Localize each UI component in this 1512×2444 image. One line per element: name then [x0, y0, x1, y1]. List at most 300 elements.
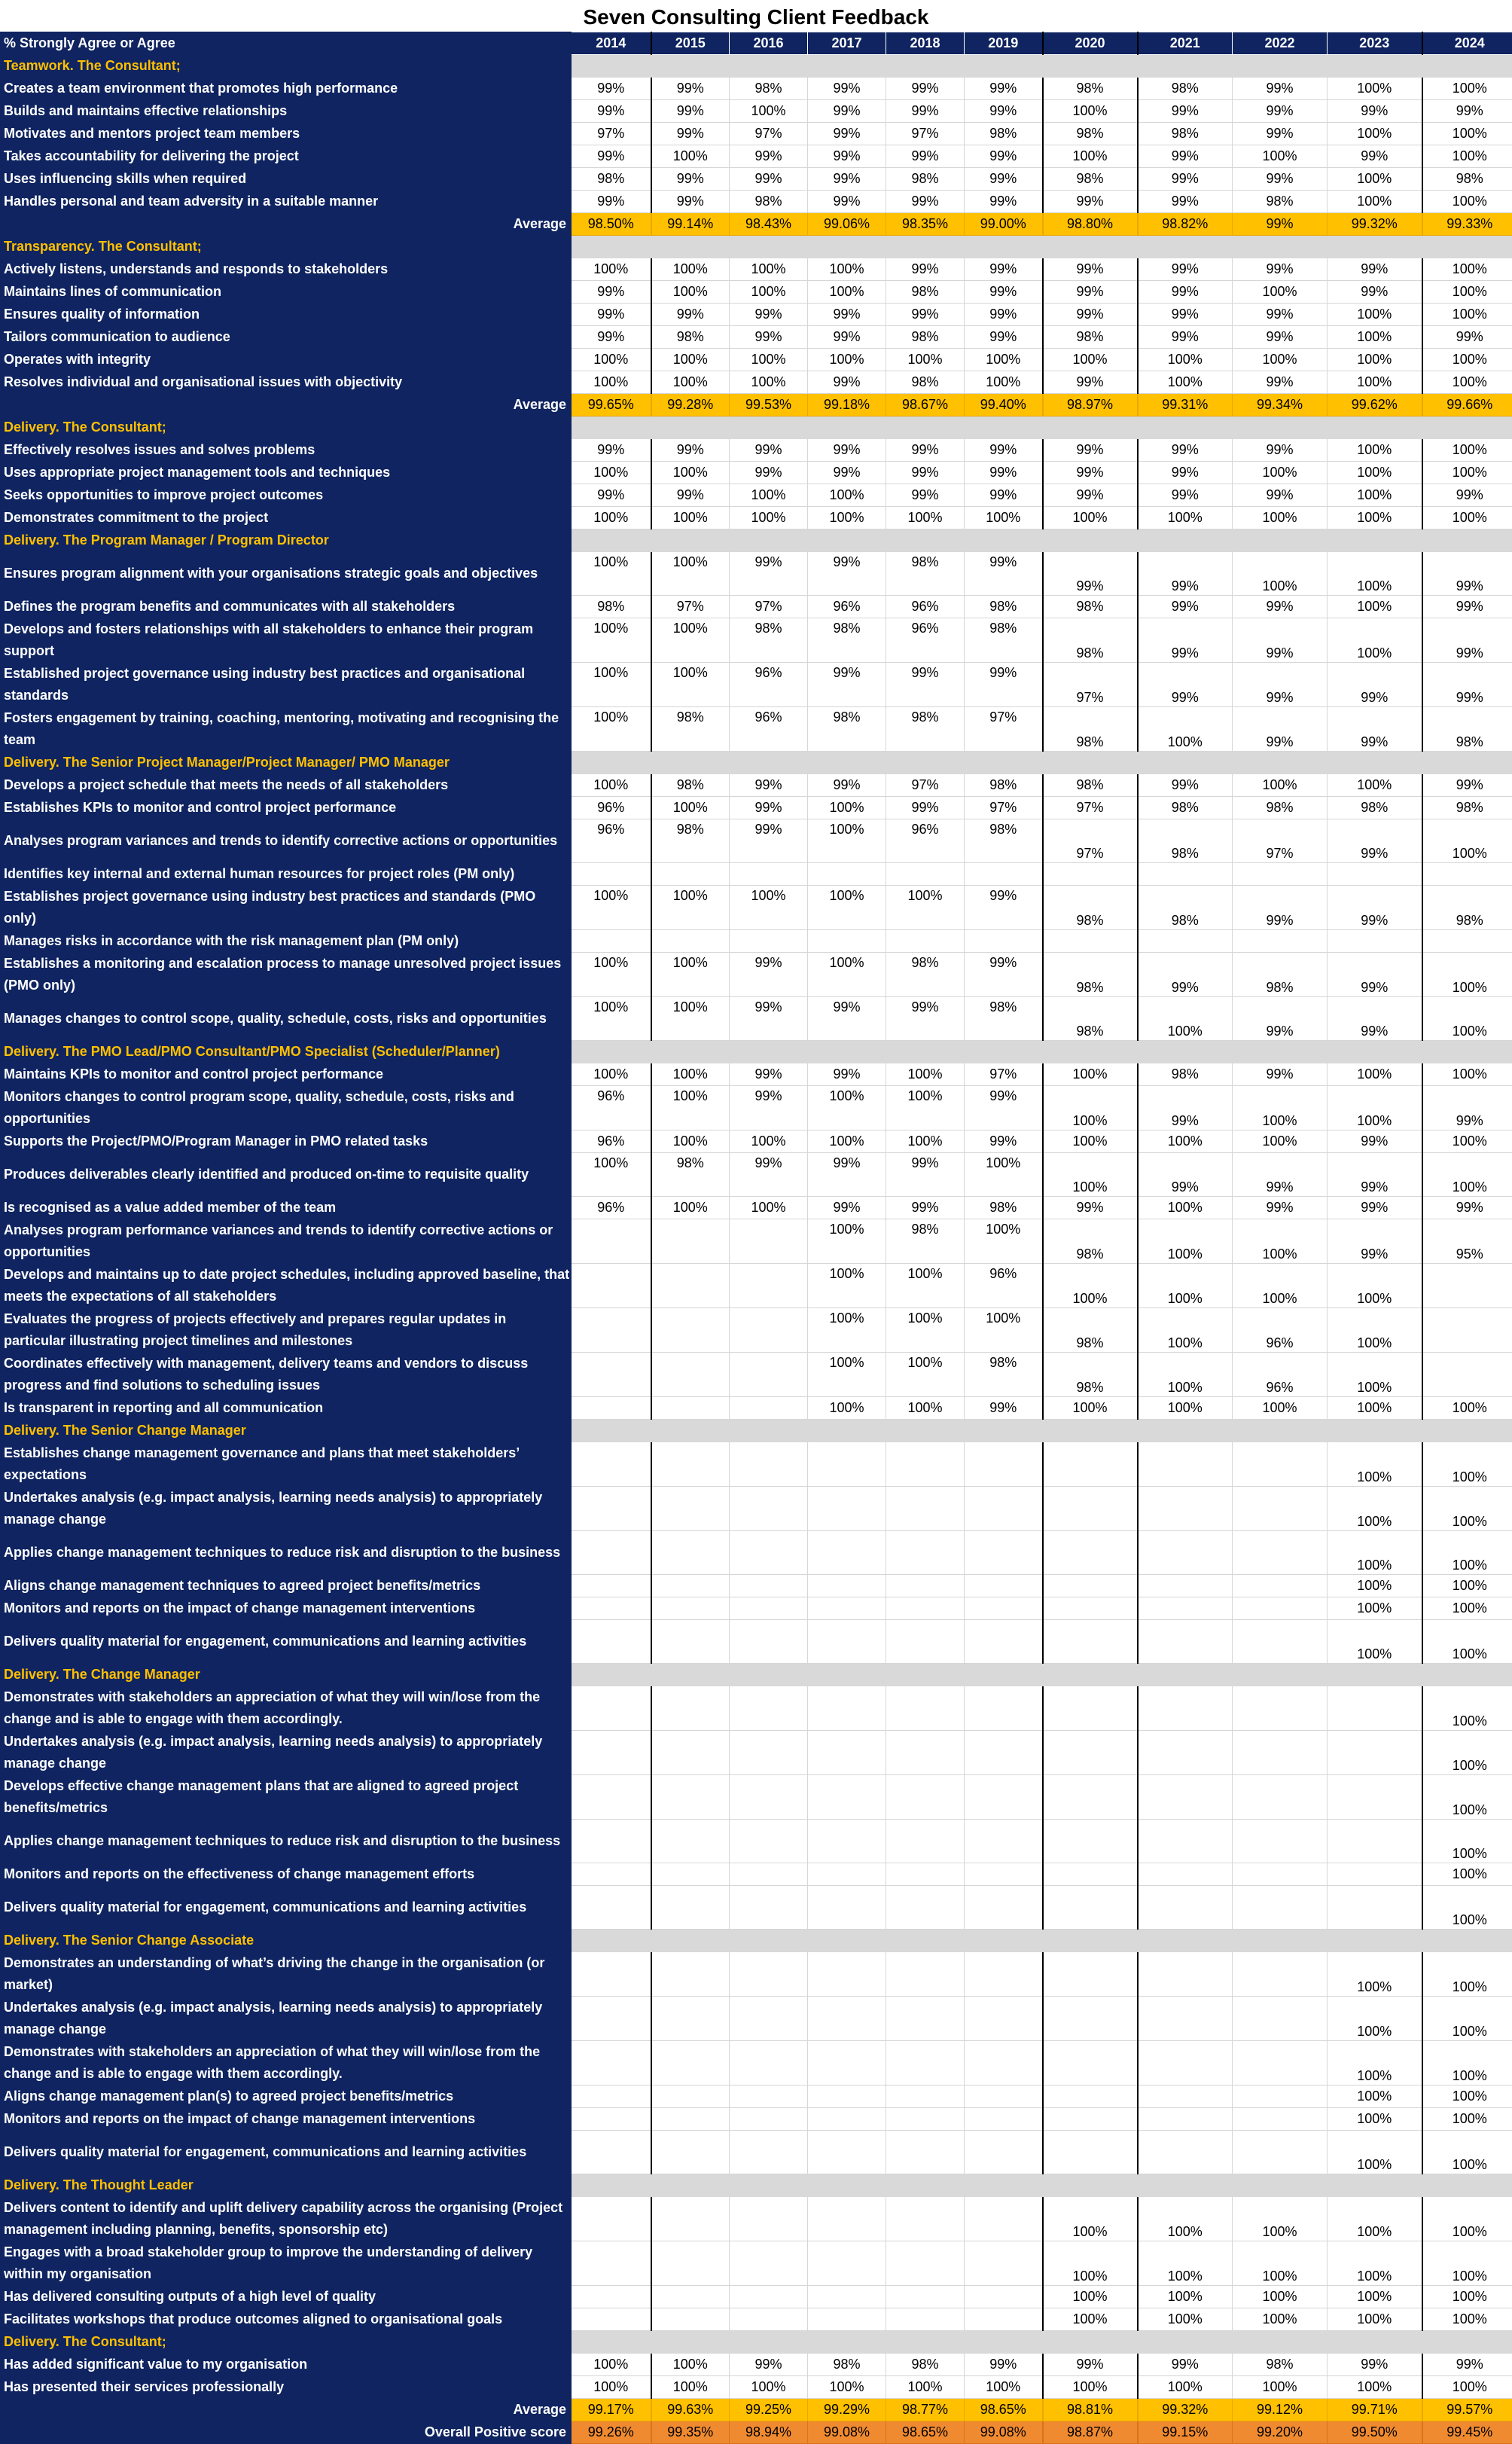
score-cell: [965, 1863, 1043, 1886]
score-cell: [965, 1997, 1043, 2041]
score-cell: 96%: [730, 663, 808, 707]
score-cell: 100%: [1328, 1620, 1422, 1664]
criterion-label: Has delivered consulting outputs of a high level of quality: [1, 2286, 572, 2308]
score-cell: 99%: [572, 439, 651, 462]
score-cell: 100%: [1233, 2286, 1328, 2308]
average-cell: 99.17%: [572, 2399, 651, 2421]
section-band-cell: [1328, 1664, 1422, 1686]
score-cell: [808, 2197, 886, 2241]
section-band-cell: [1043, 416, 1138, 439]
score-cell: 99%: [651, 484, 730, 507]
score-cell: 99%: [1138, 2354, 1233, 2376]
section-band-cell: [886, 1930, 965, 1952]
score-cell: 96%: [886, 618, 965, 663]
score-cell: [1233, 1775, 1328, 1820]
score-cell: 100%: [1233, 2308, 1328, 2331]
score-cell: 100%: [1328, 1308, 1422, 1353]
score-cell: 99%: [1422, 774, 1512, 797]
score-cell: [1043, 1820, 1138, 1863]
score-cell: 100%: [1138, 1353, 1233, 1397]
section-band-cell: [1233, 236, 1328, 258]
criterion-label: Motivates and mentors project team members: [1, 123, 572, 145]
score-cell: [1043, 2085, 1138, 2108]
section-band-cell: [1043, 1930, 1138, 1952]
score-cell: [886, 2286, 965, 2308]
section-title: Delivery. The PMO Lead/PMO Consultant/PMO Specialist (Scheduler/Planner): [1, 1041, 572, 1063]
section-title: Transparency. The Consultant;: [1, 236, 572, 258]
score-cell: 97%: [730, 596, 808, 618]
score-cell: [808, 1952, 886, 1997]
score-cell: 100%: [1233, 2376, 1328, 2399]
score-cell: [965, 930, 1043, 953]
score-cell: 100%: [1043, 2286, 1138, 2308]
score-cell: [965, 2308, 1043, 2331]
average-label: Average: [1, 213, 572, 236]
year-header: 2020: [1043, 32, 1138, 55]
table-row: [1, 2085, 1512, 2108]
criterion-label: Maintains KPIs to monitor and control project performance: [1, 1063, 572, 1086]
score-cell: [730, 1775, 808, 1820]
score-cell: 100%: [1422, 2108, 1512, 2131]
score-cell: 98%: [1043, 953, 1138, 997]
score-cell: [1043, 930, 1138, 953]
score-cell: [572, 1686, 651, 1731]
score-cell: [808, 1775, 886, 1820]
score-cell: [965, 1575, 1043, 1597]
score-cell: [886, 1952, 965, 1997]
score-cell: 100%: [572, 707, 651, 752]
average-row: [1, 213, 1512, 236]
section-band-cell: [808, 2174, 886, 2197]
score-cell: 99%: [730, 462, 808, 484]
score-cell: 97%: [886, 123, 965, 145]
score-cell: 100%: [808, 1219, 886, 1264]
criterion-label: Manages risks in accordance with the risk management plan (PM only): [1, 930, 572, 953]
score-cell: 99%: [808, 1063, 886, 1086]
criterion-label: Actively listens, understands and responds to stakeholders: [1, 258, 572, 281]
table-row: [1, 1197, 1512, 1219]
score-cell: 99%: [730, 145, 808, 168]
table-row: [1, 2041, 1512, 2085]
score-cell: 99%: [808, 371, 886, 394]
score-cell: 98%: [965, 596, 1043, 618]
score-cell: 98%: [1233, 191, 1328, 213]
score-cell: 99%: [808, 1197, 886, 1219]
average-cell: 99.53%: [730, 394, 808, 416]
score-cell: [886, 1863, 965, 1886]
average-label: Average: [1, 2399, 572, 2421]
average-cell: 98.97%: [1043, 394, 1138, 416]
score-cell: 100%: [1328, 2085, 1422, 2108]
score-cell: [1138, 1820, 1233, 1863]
score-cell: 99%: [965, 304, 1043, 326]
score-cell: [886, 1487, 965, 1531]
score-cell: [808, 930, 886, 953]
section-band-cell: [965, 1041, 1043, 1063]
score-cell: 100%: [572, 953, 651, 997]
score-cell: 99%: [1328, 281, 1422, 304]
score-cell: [1043, 1886, 1138, 1930]
score-cell: 96%: [572, 1197, 651, 1219]
score-cell: 99%: [886, 439, 965, 462]
section-band-cell: [572, 2174, 651, 2197]
section-band-cell: [808, 529, 886, 552]
section-band-cell: [1043, 752, 1138, 774]
score-cell: [572, 1863, 651, 1886]
section-band-cell: [651, 1041, 730, 1063]
section-band-cell: [1422, 416, 1512, 439]
section-band-cell: [730, 529, 808, 552]
criterion-label: Undertakes analysis (e.g. impact analysis, learning needs analysis) to appropriately manage change: [1, 1731, 572, 1775]
table-row: [1, 1219, 1512, 1264]
section-band-cell: [886, 1041, 965, 1063]
score-cell: 99%: [572, 191, 651, 213]
section-band-cell: [808, 236, 886, 258]
score-cell: [965, 2241, 1043, 2286]
section-band-cell: [730, 236, 808, 258]
score-cell: 99%: [808, 462, 886, 484]
score-cell: 99%: [886, 997, 965, 1041]
section-row: [1, 1930, 1512, 1952]
score-cell: 100%: [730, 1197, 808, 1219]
score-cell: 100%: [1043, 100, 1138, 123]
score-cell: [965, 1597, 1043, 1620]
average-cell: 98.43%: [730, 213, 808, 236]
score-cell: 100%: [572, 997, 651, 1041]
score-cell: 100%: [1328, 1397, 1422, 1420]
score-cell: 100%: [651, 371, 730, 394]
table-row: [1, 1264, 1512, 1308]
score-cell: [1233, 1487, 1328, 1531]
score-cell: [651, 1952, 730, 1997]
section-band-cell: [730, 752, 808, 774]
score-cell: 100%: [1422, 304, 1512, 326]
score-cell: 100%: [730, 349, 808, 371]
score-cell: 100%: [730, 484, 808, 507]
score-cell: 98%: [1043, 1308, 1138, 1353]
criterion-label: Tailors communication to audience: [1, 326, 572, 349]
table-row: [1, 371, 1512, 394]
score-cell: 98%: [886, 1219, 965, 1264]
score-cell: [1043, 1686, 1138, 1731]
score-cell: 99%: [1043, 484, 1138, 507]
section-band-cell: [730, 55, 808, 78]
section-band-cell: [1043, 2174, 1138, 2197]
score-cell: 98%: [1138, 797, 1233, 819]
score-cell: [651, 1264, 730, 1308]
score-cell: [965, 1886, 1043, 1930]
score-cell: [651, 1442, 730, 1487]
average-cell: 99.62%: [1328, 394, 1422, 416]
score-cell: [572, 2131, 651, 2174]
table-row: [1, 930, 1512, 953]
criterion-label: Handles personal and team adversity in a suitable manner: [1, 191, 572, 213]
table-row: [1, 953, 1512, 997]
section-title: Delivery. The Consultant;: [1, 2331, 572, 2354]
score-cell: 99%: [1422, 663, 1512, 707]
score-cell: [730, 1820, 808, 1863]
score-cell: [1043, 2041, 1138, 2085]
score-cell: 99%: [730, 1086, 808, 1130]
score-cell: 99%: [1138, 191, 1233, 213]
score-cell: [1233, 2041, 1328, 2085]
criterion-label: Establishes a monitoring and escalation process to manage unresolved project issues (PMO only): [1, 953, 572, 997]
section-band-cell: [572, 1420, 651, 1442]
score-cell: 99%: [651, 123, 730, 145]
criterion-label: Aligns change management plan(s) to agreed project benefits/metrics: [1, 2085, 572, 2108]
score-cell: [1138, 1442, 1233, 1487]
score-cell: [965, 2041, 1043, 2085]
criterion-label: Demonstrates commitment to the project: [1, 507, 572, 529]
score-cell: 100%: [808, 258, 886, 281]
score-cell: 99%: [1043, 191, 1138, 213]
score-cell: [572, 1775, 651, 1820]
score-cell: 100%: [572, 1153, 651, 1197]
score-cell: 97%: [1043, 819, 1138, 863]
score-cell: 99%: [808, 78, 886, 100]
section-band-cell: [1422, 752, 1512, 774]
score-cell: 98%: [886, 326, 965, 349]
score-cell: 100%: [1138, 2197, 1233, 2241]
score-cell: 99%: [886, 258, 965, 281]
score-cell: 100%: [1422, 1531, 1512, 1575]
score-cell: [572, 2041, 651, 2085]
score-cell: 98%: [965, 618, 1043, 663]
score-cell: 100%: [1422, 2241, 1512, 2286]
score-cell: 98%: [572, 168, 651, 191]
score-cell: 99%: [1138, 774, 1233, 797]
score-cell: 99%: [965, 663, 1043, 707]
score-cell: [1138, 2041, 1233, 2085]
score-cell: 100%: [572, 774, 651, 797]
section-band-cell: [886, 2174, 965, 2197]
score-cell: [965, 2197, 1043, 2241]
score-cell: 98%: [1043, 326, 1138, 349]
score-cell: 100%: [808, 1308, 886, 1353]
score-cell: [1233, 1686, 1328, 1731]
score-cell: [886, 1997, 965, 2041]
section-band-cell: [572, 1664, 651, 1686]
score-cell: 99%: [1138, 100, 1233, 123]
section-band-cell: [1422, 1041, 1512, 1063]
score-cell: [965, 1775, 1043, 1820]
average-cell: 99.06%: [808, 213, 886, 236]
score-cell: [1233, 1731, 1328, 1775]
section-band-cell: [1422, 2174, 1512, 2197]
score-cell: 99%: [1138, 663, 1233, 707]
score-cell: 99%: [730, 439, 808, 462]
score-cell: 100%: [1422, 819, 1512, 863]
score-cell: 99%: [1138, 258, 1233, 281]
score-cell: [1138, 1997, 1233, 2041]
score-cell: [1233, 1575, 1328, 1597]
section-band-cell: [1043, 55, 1138, 78]
table-row: [1, 507, 1512, 529]
score-cell: 100%: [572, 2376, 651, 2399]
score-cell: 99%: [730, 552, 808, 596]
score-cell: 98%: [886, 371, 965, 394]
score-cell: 99%: [1233, 997, 1328, 1041]
section-title: Delivery. The Senior Change Associate: [1, 1930, 572, 1952]
score-cell: 96%: [730, 707, 808, 752]
overall-score-row: [1, 2421, 1512, 2444]
score-cell: 100%: [1138, 1130, 1233, 1153]
score-cell: 100%: [1328, 1597, 1422, 1620]
score-cell: [651, 2286, 730, 2308]
score-cell: 99%: [1043, 371, 1138, 394]
table-row: [1, 863, 1512, 886]
score-cell: [651, 1353, 730, 1397]
score-cell: 100%: [1043, 145, 1138, 168]
criterion-label: Uses appropriate project management tools and techniques: [1, 462, 572, 484]
section-band-cell: [730, 2331, 808, 2354]
criterion-label: Defines the program benefits and communicates with all stakeholders: [1, 596, 572, 618]
criterion-label: Operates with integrity: [1, 349, 572, 371]
score-cell: 99%: [808, 304, 886, 326]
section-band-cell: [808, 1041, 886, 1063]
score-cell: 100%: [886, 1264, 965, 1308]
score-cell: 100%: [1043, 349, 1138, 371]
criterion-label: Monitors and reports on the effectiveness of change management efforts: [1, 1863, 572, 1886]
section-band-cell: [965, 1930, 1043, 1952]
criterion-label: Analyses program performance variances and trends to identify corrective actions or opportunities: [1, 1219, 572, 1264]
score-cell: [1233, 1820, 1328, 1863]
score-cell: 100%: [1422, 1886, 1512, 1930]
score-cell: 98%: [1328, 797, 1422, 819]
score-cell: 99%: [886, 1153, 965, 1197]
score-cell: 100%: [1328, 1952, 1422, 1997]
criterion-label: Uses influencing skills when required: [1, 168, 572, 191]
section-title: Delivery. The Senior Project Manager/Project Manager/ PMO Manager: [1, 752, 572, 774]
criterion-label: Ensures quality of information: [1, 304, 572, 326]
section-band-cell: [1328, 1420, 1422, 1442]
score-cell: 98%: [1422, 797, 1512, 819]
score-cell: 100%: [1422, 1153, 1512, 1197]
score-cell: 99%: [1233, 439, 1328, 462]
score-cell: 100%: [1328, 507, 1422, 529]
score-cell: [808, 863, 886, 886]
score-cell: 100%: [1328, 191, 1422, 213]
score-cell: 100%: [886, 2376, 965, 2399]
score-cell: 99%: [1138, 462, 1233, 484]
table-row: [1, 1308, 1512, 1353]
score-cell: 98%: [572, 596, 651, 618]
score-cell: 99%: [572, 281, 651, 304]
score-cell: [1328, 1863, 1422, 1886]
score-cell: 99%: [1138, 145, 1233, 168]
section-band-cell: [1043, 236, 1138, 258]
section-band-cell: [1328, 1930, 1422, 1952]
table-row: [1, 2308, 1512, 2331]
section-band-cell: [1043, 2331, 1138, 2354]
score-cell: 100%: [651, 507, 730, 529]
table-row: [1, 484, 1512, 507]
score-cell: [965, 1620, 1043, 1664]
year-header: 2018: [886, 32, 965, 55]
table-row: [1, 1353, 1512, 1397]
score-cell: 99%: [1233, 78, 1328, 100]
score-cell: [1328, 1820, 1422, 1863]
section-band-cell: [1233, 2331, 1328, 2354]
table-row: [1, 145, 1512, 168]
average-cell: 99%: [1233, 213, 1328, 236]
score-cell: 100%: [1328, 2108, 1422, 2131]
score-cell: 98%: [730, 191, 808, 213]
score-cell: 100%: [1422, 1487, 1512, 1531]
score-cell: 99%: [572, 304, 651, 326]
score-cell: 99%: [730, 1153, 808, 1197]
table-row: [1, 462, 1512, 484]
section-band-cell: [808, 416, 886, 439]
score-cell: 98%: [730, 618, 808, 663]
section-band-cell: [965, 236, 1043, 258]
score-cell: [730, 1353, 808, 1397]
criterion-label: Undertakes analysis (e.g. impact analysis, learning needs analysis) to appropriately manage change: [1, 1997, 572, 2041]
score-cell: 100%: [730, 507, 808, 529]
score-cell: 99%: [1138, 953, 1233, 997]
score-cell: 98%: [965, 123, 1043, 145]
score-cell: 99%: [1138, 552, 1233, 596]
section-band-cell: [1422, 236, 1512, 258]
score-cell: [808, 2131, 886, 2174]
criterion-label: Is transparent in reporting and all communication: [1, 1397, 572, 1420]
score-cell: [1043, 1597, 1138, 1620]
score-cell: [1043, 1620, 1138, 1664]
score-cell: [886, 2085, 965, 2108]
score-cell: 99%: [1422, 1086, 1512, 1130]
table-row: [1, 1531, 1512, 1575]
score-cell: [572, 1353, 651, 1397]
score-cell: 99%: [1328, 997, 1422, 1041]
score-cell: 99%: [808, 663, 886, 707]
section-band-cell: [886, 2331, 965, 2354]
score-cell: [965, 1442, 1043, 1487]
score-cell: [1233, 1863, 1328, 1886]
score-cell: 100%: [1043, 1130, 1138, 1153]
criterion-label: Monitors and reports on the impact of change management interventions: [1, 2108, 572, 2131]
score-cell: 99%: [1233, 326, 1328, 349]
table-row: [1, 1397, 1512, 1420]
score-cell: 99%: [1138, 618, 1233, 663]
score-cell: [1043, 1997, 1138, 2041]
section-band-cell: [808, 1930, 886, 1952]
section-row: [1, 236, 1512, 258]
score-cell: 99%: [965, 953, 1043, 997]
criterion-label: Effectively resolves issues and solves problems: [1, 439, 572, 462]
average-cell: 99.34%: [1233, 394, 1328, 416]
score-cell: 99%: [730, 168, 808, 191]
score-cell: 100%: [572, 1063, 651, 1086]
score-cell: 100%: [1328, 2286, 1422, 2308]
score-cell: 100%: [572, 663, 651, 707]
score-cell: 100%: [1422, 1997, 1512, 2041]
score-cell: 98%: [651, 707, 730, 752]
average-cell: 99.25%: [730, 2399, 808, 2421]
score-cell: 98%: [965, 1353, 1043, 1397]
criterion-label: Monitors changes to control program scope, quality, schedule, costs, risks and opportunities: [1, 1086, 572, 1130]
table-row: [1, 2241, 1512, 2286]
score-cell: 97%: [651, 596, 730, 618]
score-cell: [1328, 1886, 1422, 1930]
score-cell: [1138, 1620, 1233, 1664]
feedback-table-body: [1, 32, 1512, 2444]
score-cell: [886, 1531, 965, 1575]
section-band-cell: [1328, 529, 1422, 552]
criterion-label: Delivers content to identify and uplift delivery capability across the organising (Project management including planning, benefits, sponsorship etc): [1, 2197, 572, 2241]
section-band-cell: [886, 55, 965, 78]
score-cell: 100%: [572, 2354, 651, 2376]
section-band-cell: [651, 1930, 730, 1952]
